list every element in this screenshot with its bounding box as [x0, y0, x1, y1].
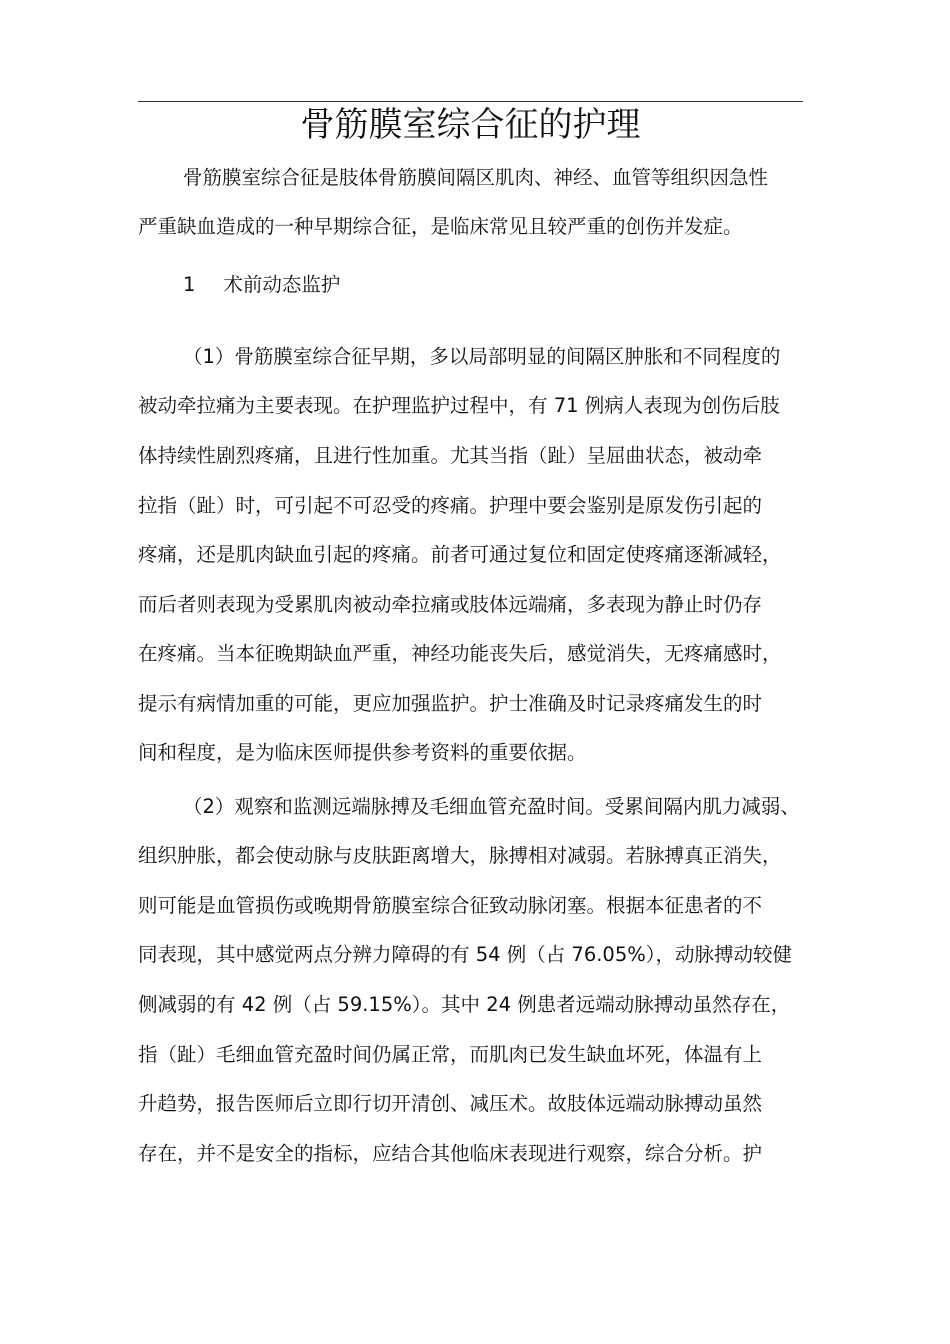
paragraph-line: 在疼痛。当本征晚期缺血严重，神经功能丧失后，感觉消失，无疼痛感时， — [138, 642, 782, 665]
paragraph-line: 疼痛，还是肌肉缺血引起的疼痛。前者可通过复位和固定使疼痛逐渐减轻， — [138, 543, 782, 566]
paragraph-line: 提示有病情加重的可能，更应加强监护。护士准确及时记录疼痛发生的时 — [138, 692, 763, 715]
paragraph-line: 间和程度，是为临床医师提供参考资料的重要依据。 — [138, 741, 587, 764]
intro-line-2: 严重缺血造成的一种早期综合征，是临床常见且较严重的创伤并发症。 — [138, 215, 743, 238]
section-title: 术前动态监护 — [223, 273, 341, 296]
paragraph-line: 则可能是血管损伤或晚期骨筋膜室综合征致动脉闭塞。根据本征患者的不 — [138, 894, 763, 917]
intro-line-1: 骨筋膜室综合征是肢体骨筋膜间隔区肌肉、神经、血管等组织因急性 — [183, 166, 769, 189]
paragraph-line: 侧减弱的有 42 例（占 59.15%）。其中 24 例患者远端动脉搏动虽然存在， — [138, 993, 791, 1016]
section-number: 1 — [183, 273, 196, 296]
paragraph-line: 存在，并不是安全的指标，应结合其他临床表现进行观察，综合分析。护 — [138, 1142, 763, 1165]
paragraph-line: 而后者则表现为受累肌肉被动牵拉痛或肢体远端痛，多表现为静止时仍存 — [138, 593, 763, 616]
paragraph-line: 升趋势，报告医师后立即行切开清创、减压术。故肢体远端动脉搏动虽然 — [138, 1092, 763, 1115]
paragraph-line: 同表现，其中感觉两点分辨力障碍的有 54 例（占 76.05%），动脉搏动较健 — [138, 943, 793, 966]
document-title: 骨筋膜室综合征的护理 — [300, 105, 641, 145]
section-heading — [183, 272, 340, 298]
paragraph-line: 被动牵拉痛为主要表现。在护理监护过程中，有 71 例病人表现为创伤后肢 — [138, 394, 780, 417]
paragraph-line: 指（趾）毛细血管充盈时间仍属正常，而肌肉已发生缺血坏死，体温有上 — [138, 1043, 763, 1066]
paragraph-line: 拉指（趾）时，可引起不可忍受的疼痛。护理中要会鉴别是原发伤引起的 — [138, 494, 763, 517]
paragraph-line: 组织肿胀，都会使动脉与皮肤距离增大，脉搏相对减弱。若脉搏真正消失， — [138, 844, 782, 867]
paragraph-line: 体持续性剧烈疼痛，且进行性加重。尤其当指（趾）呈屈曲状态，被动牵 — [138, 444, 763, 467]
paragraph-line: （2）观察和监测远端脉搏及毛细血管充盈时间。受累间隔内肌力减弱、 — [183, 795, 800, 818]
paragraph-line: （1）骨筋膜室综合征早期，多以局部明显的间隔区肿胀和不同程度的 — [183, 345, 781, 368]
